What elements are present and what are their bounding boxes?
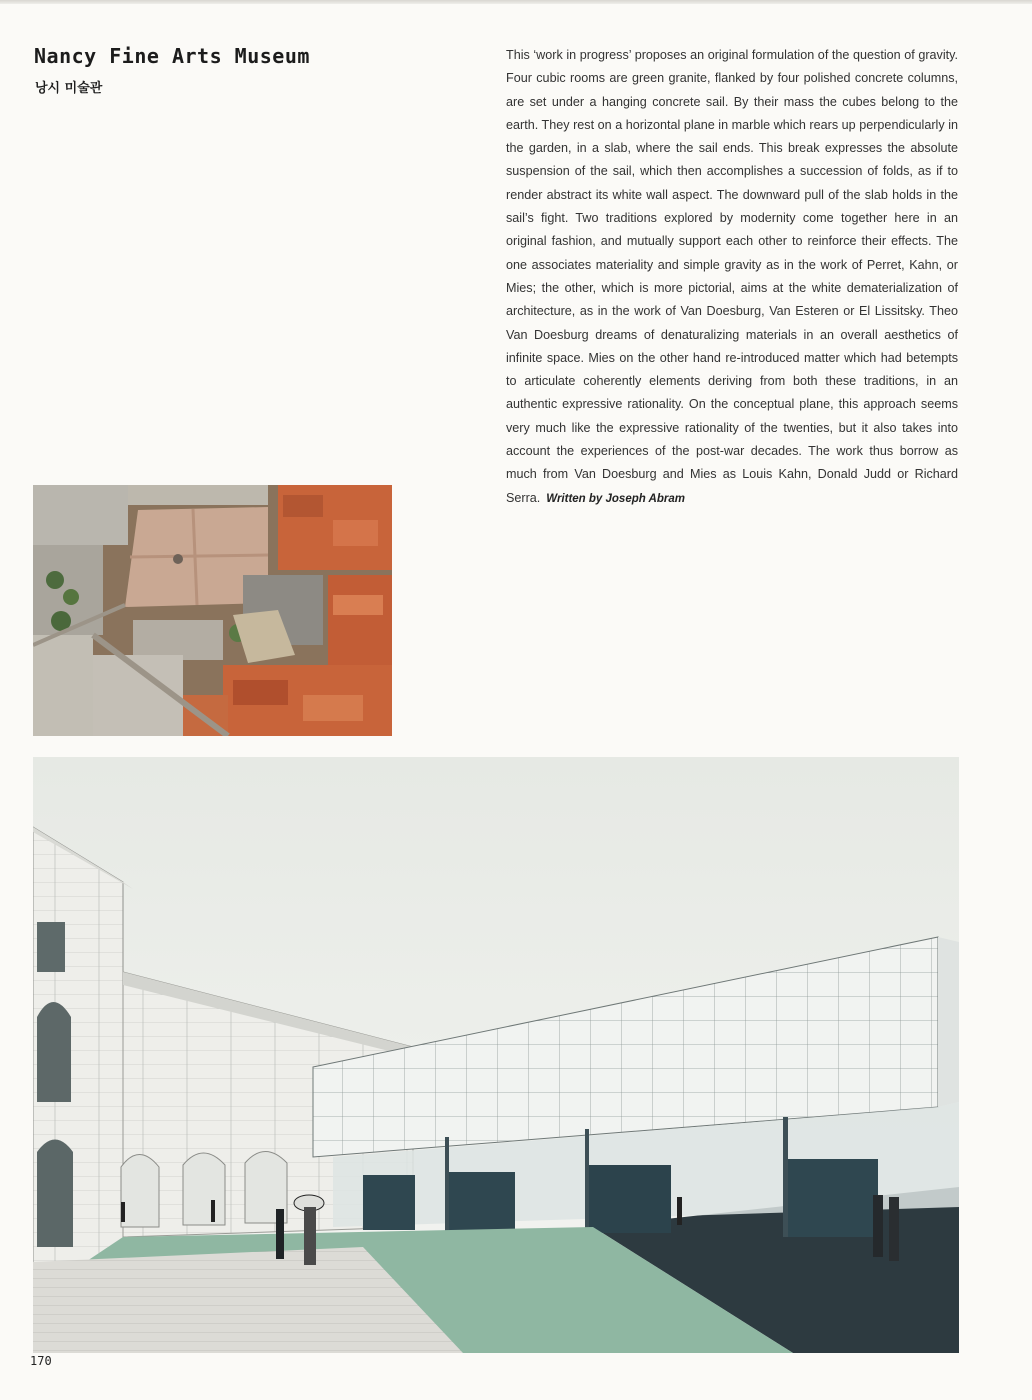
- museum-rendering-illustration: [33, 757, 959, 1353]
- museum-rendering: [33, 757, 959, 1353]
- article-byline: Written by Joseph Abram: [546, 492, 685, 505]
- article-subtitle-korean: 낭시 미술관: [35, 81, 103, 96]
- aerial-site-illustration: [33, 485, 392, 736]
- page-number: 170: [30, 1354, 52, 1368]
- aerial-site-photo: [33, 485, 392, 736]
- article-title: Nancy Fine Arts Museum: [34, 44, 310, 68]
- article-body-text: This ‘work in progress’ proposes an original formulation of the question of gravity. Four cubic rooms are green granite, flanked by four polished concrete columns, are set under a hanging concrete sail. By their mass the cubes belong to the earth. They rest on a horizontal plane in marble which rears up perpendicularly in the garden, in a slab, where the sail ends. This break expresses the absolute suspension of the sail, which then accomplishes a succession of folds, as if to render abstract its white wall aspect. The downward pull of the slab holds in the sail’s fight. Two traditions explored by modernity come together here in an original fashion, and mutually support each other to reinforce their effects. The one associates materiality and simple gravity as in the work of Perret, Kahn, or Mies; the other, which is more pictorial, aims at the white dematerialization of architecture, as in the work of Van Doesburg, Van Esteren or El Lissitsky. Theo Van Doesburg dreams of denaturalizing materials in an overall aesthetics of infinite space. Mies on the other hand re-introduced matter which had betempts to articulate coherently elements deriving from both these traditions, in an authentic expressive rationality. On the conceptual plane, this approach seems very much like the expressive rationality of the twenties, but it also takes into account the experiences of the post-war decades. The work thus borrow as much from Van Doesburg and Mies as Louis Kahn, Donald Judd or Richard Serra.: [506, 48, 958, 505]
- article-body: [506, 44, 958, 511]
- top-edge-rule: [0, 0, 1032, 4]
